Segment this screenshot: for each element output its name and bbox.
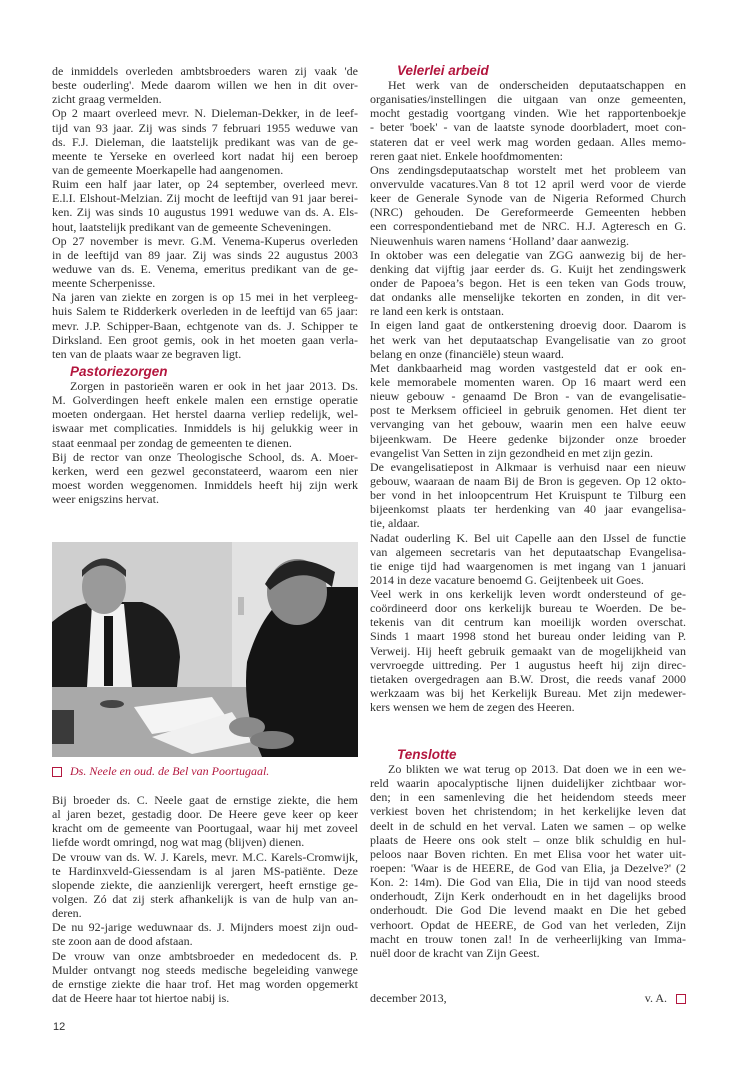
text-line: gebouw, waaraan de naam Bij de Bron is gegeven. Op 12 okto-	[370, 473, 686, 488]
text-line: belang en onze (financiële) steun waard.	[370, 346, 564, 361]
text-line: onvervulde vacatures.Van 8 tot 12 april werd voor de vierde	[370, 176, 686, 191]
heading-tenslotte: Tenslotte	[397, 747, 457, 762]
heading-pastoriezorgen: Pastoriezorgen	[70, 364, 168, 379]
text-line: Kon. 2: 14m). Die God van Elia, Die in tijd van nood steeds	[370, 875, 686, 890]
text-line: de inmiddels overleden ambtsbroeders waren zij vaak 'de	[52, 64, 358, 78]
text-line: bijeenkwam. De Heere gedenke bijzonder onze broeder	[370, 431, 686, 446]
text-line: beste ouderling'. Mede daarom willen we hen in dit over-	[52, 78, 358, 93]
illness-text	[52, 793, 358, 1005]
text-line: Nadat ouderling K. Bel uit Capelle aan den IJssel de functie	[370, 530, 686, 545]
text-line: tekenis van dit centrum kan moeilijk worden overschat.	[370, 615, 686, 630]
text-line: deren.	[52, 906, 82, 921]
text-line: De evangelisatiepost in Alkmaar is verhuisd naar een nieuw	[370, 459, 686, 474]
heading-velerlei-arbeid: Velerlei arbeid	[397, 63, 489, 78]
text-line: ber vond in het inloopcentrum Het Kruispunt te Tilburg een	[370, 488, 686, 503]
text-line: moest worden weggenomen. Inmiddels heeft hij zijn werk	[52, 477, 358, 492]
text-line: (NRC) gehouden. De Gereformeerde Gemeenten hebben	[370, 205, 686, 220]
text-line: stateren dat er veel werk mag worden gedaan. Alles memo-	[370, 134, 686, 149]
text-line: roepen: 'Waar is de HEERE, de God van Elia, ja Dezelve?' (2	[370, 860, 686, 875]
text-line: - beter 'boek' - van de laatste synode doorbladert, moet con-	[370, 120, 686, 135]
text-line: kers wensen we hem de zegen des Heeren.	[370, 700, 575, 715]
page-number: 12	[53, 1021, 66, 1033]
text-line: nieuw gebouw - genaamd De Bron - van de evangelisatie-	[370, 389, 686, 404]
text-line: Veel werk in ons kerkelijk leven wordt ondersteund of ge-	[370, 587, 686, 602]
text-line: macht en trouw tonen zal! In de verheerlijking van Imma-	[370, 931, 686, 946]
text-line: tietaken overgedragen aan B.W. Drost, die reeds vanaf 2000	[370, 671, 686, 686]
text-line: E.l.I. Elshout-Melzian. Zij mocht de leeftijd van 91 jaar berei-	[52, 191, 358, 206]
text-line: De nu 92-jarige weduwnaar ds. J. Mijnders moest zijn oud-	[52, 920, 358, 935]
text-line: Ons zendingsdeputaatschap worstelt met het probleem van	[370, 162, 686, 177]
text-line: nuël door de kracht van Zijn Geest.	[370, 945, 540, 960]
text-line: van algemeen secretaris van het deputaatschap Evangelisa-	[370, 544, 686, 559]
text-line: denking dat vijftig jaar eerder ds. G. Kuijt het zendingswerk	[370, 261, 686, 276]
text-line: van de gemeente Moerkapelle had aangenomen.	[52, 162, 284, 177]
text-line: De vrouw van onze ambtsbroeder en mededocent ds. P.	[52, 948, 358, 963]
text-line: Bij de rector van onze Theologische School, ds. A. Moer-	[52, 449, 358, 464]
text-line: onderhoudt. Die God Die levend maakt en Die het gebed	[370, 903, 686, 918]
text-line: vervanging van het gebouw, waarin men een halve eeuw	[370, 417, 686, 432]
text-line: reld waarin apocalyptische lijnen duidelijker zichtbaar wor-	[370, 776, 686, 791]
text-line: in de leeftijd van 89 jaar. Zij was sinds 22 augustus 2003	[52, 247, 358, 262]
text-line: Mulder ontvangt nog steeds medische begeleiding vanwege	[52, 962, 358, 977]
photo-signing	[52, 542, 358, 757]
text-line: slopende ziekte, die aanzienlijk verergert, heeft ernstige ge-	[52, 877, 358, 892]
text-line: In eigen land gaat de ontkerstening droevig door. Daarom is	[370, 318, 686, 333]
text-line: onderhoudt, Zijn Kerk onderhoudt en in het dagelijks brood	[370, 889, 686, 904]
text-line: 2014 in deze vacature benoemd G. Geijtenbeek uit Goes.	[370, 572, 644, 587]
text-line: Verweij. Hij heeft gebruik gemaakt van de mogelijkheid van	[370, 643, 686, 658]
text-line: kele memorabele momenten waren. Op 16 maart werd een	[370, 374, 686, 389]
text-line: zicht graag vermelden.	[52, 92, 162, 107]
text-line: te Hardinxveld-Giessendam is al jaren MS-patiënte. Deze	[52, 863, 358, 878]
text-line: mevr. J.P. Schipper-Baan, echtgenote van ds. J. Schipper te	[52, 318, 358, 333]
end-square-icon	[676, 994, 686, 1004]
text-line: de ernstige ziekte die haar trof. Het mag worden opgemerkt	[52, 976, 358, 991]
text-line: huis Salem te Ridderkerk overleden in de leeftijd van 65 jaar:	[52, 304, 358, 319]
text-line: vervroegde uittreding. Per 1 augustus heeft hij zijn direc-	[370, 657, 686, 672]
text-line: ds. F.J. Dieleman, die laatstelijk predikant was van de ge-	[52, 134, 358, 149]
tenslotte-text	[370, 762, 686, 960]
text-line: tijd van 93 jaar. Zij was sinds 7 februari 1955 weduwe van	[52, 120, 358, 135]
text-line: Nieuwenhuis waren namens ‘Holland’ daar aanwezig.	[370, 233, 630, 248]
text-line: werkzaam was bij het Kerkelijk Bureau. Met zijn medewer-	[370, 686, 686, 701]
text-line: Het werk van de onderscheiden deputaatschappen en	[388, 78, 686, 92]
text-line: In oktober was een delegatie van ZGG aanwezig bij de her-	[370, 247, 686, 262]
text-line: organisaties/instellingen die uitgaan van onze gemeenten,	[370, 92, 686, 107]
text-line: Op 27 november is mevr. G.M. Venema-Kuperus overleden	[52, 233, 358, 248]
text-line: weduwe van ds. E. Venema, emeritus predikant van de ge-	[52, 261, 358, 276]
text-line: kracht om de gemeente van Poortugaal, waar hij met zoveel	[52, 821, 358, 836]
text-line: dat ondanks alle menselijke tekorten en zonden, in dit ver-	[370, 290, 686, 305]
text-line: keer de Generale Synode van de Nigeria Reformed Church	[370, 191, 686, 206]
text-line: deelt in de schuld en het verval. Laten we samen – op welke	[370, 818, 686, 833]
text-line: den; in een samenleving die het heidendom steeds meer	[370, 790, 686, 805]
obituaries-text	[52, 64, 358, 361]
text-line: meente te Yerseke en overleed kort nadat hij een beroep	[52, 148, 358, 163]
text-line: re land een kerk is ontstaan.	[370, 304, 504, 319]
caption-text: Ds. Neele en oud. de Bel van Poortugaal.	[70, 764, 270, 778]
signoff-author: v. A.	[644, 991, 667, 1005]
text-line: mocht gestadig voortgang vinden. Wie het rapportenboekje	[370, 106, 686, 121]
text-line: dat de Heere haar tot hiertoe nabij is.	[52, 990, 230, 1005]
text-line: Zo blikten we wat terug op 2013. Dat doen we in een we-	[388, 762, 686, 776]
text-line: verkiest boven het christendom; in het kerkelijke leven dat	[370, 804, 686, 819]
text-line: evangelist Van Setten in zijn gezondheid en met zijn gezin.	[370, 445, 654, 460]
text-line: peloos naar Boven richten. En met Elisa voor het water uit-	[370, 846, 686, 861]
text-line: M. Golverdingen heeft enkele malen een ernstige operatie	[52, 393, 358, 408]
signoff-date: december 2013,	[370, 991, 447, 1005]
text-line: ten van de plaats waar ze begraven ligt.	[52, 346, 242, 361]
text-line: meente Scherpenisse.	[52, 276, 156, 291]
square-bullet-icon	[52, 767, 62, 777]
text-line: liefde wordt omringd, nog wat mag (blijven) dienen.	[52, 835, 305, 850]
text-line: volgen. Zó dat zij sterk afhankelijk is van de hulp van an-	[52, 891, 358, 906]
text-line: bijeenkomst plaats ter herdenking van 40 jaar evangelisa-	[370, 502, 686, 517]
text-line: ken. Zij was sinds 10 augustus 1991 weduwe van ds. A. Els-	[52, 205, 358, 220]
text-line: Bij broeder ds. C. Neele gaat de ernstige ziekte, die hem	[52, 793, 358, 807]
text-line: Sinds 1 maart 1998 stond het bureau onder leiding van P.	[370, 629, 686, 644]
text-line: iswaar met complicaties. Inmiddels is hij gelukkig weer in	[52, 421, 358, 436]
text-line: weer enigszins hervat.	[52, 492, 159, 507]
photo-caption	[52, 764, 269, 779]
text-line: onder de Papoea’s begon. Het is een teken van Gods trouw,	[370, 275, 686, 290]
text-line: reren gaat niet. Enkele hoofdmomenten:	[370, 148, 563, 163]
signoff	[370, 991, 686, 1006]
text-line: tie, aldaar.	[370, 516, 420, 531]
text-line: Zorgen in pastorieën waren er ook in het jaar 2013. Ds.	[70, 379, 358, 393]
text-line: moeten ondergaan. Het herstel daarna verliep redelijk, wel-	[52, 407, 358, 422]
text-line: post te Merksem officieel in gebruik genomen. Het dient ter	[370, 403, 686, 418]
text-line: Met dankbaarheid mag worden vastgesteld dat er ook en-	[370, 360, 686, 375]
text-line: staat eenmaal per zondag de gemeenten te dienen.	[52, 435, 292, 450]
text-line: hout, laatstelijk predikant van de gemeente Scheveningen.	[52, 219, 332, 234]
text-line: ste zoon aan de dood afstaan.	[52, 934, 193, 949]
text-line: Dirksland. Een groot gemis, ook in het moeten gaan verla-	[52, 332, 358, 347]
velerlei-arbeid-text	[370, 78, 686, 714]
text-line: een correspondentieband met de NRC. H.J. Agteresch en G.	[370, 219, 686, 234]
text-line: kerken, werd een gezwel geconstateerd, waarom een nier	[52, 463, 358, 478]
text-line: al jaren bezet, gestadig door. De Heere geve keer op keer	[52, 807, 358, 822]
text-line: Op 2 maart overleed mevr. N. Dieleman-Dekker, in de leef-	[52, 106, 358, 121]
text-line: De vrouw van ds. W. J. Karels, mevr. M.C. Karels-Cromwijk,	[52, 849, 358, 864]
text-line: coördineerd door ons kerkelijk bureau te Woerden. De be-	[370, 601, 686, 616]
text-line: verhoort. Opdat de HEERE, de God van het verleden, Zijn	[370, 917, 686, 932]
pastoriezorgen-text	[52, 379, 358, 506]
text-line: Ruim een half jaar later, op 24 september, overleed mevr.	[52, 177, 358, 192]
text-line: het werk van het deputaatschap Evangelisatie van zo groot	[370, 332, 686, 347]
text-line: plaats de Heere ons ook stelt – onze blik schuldig en hul-	[370, 832, 686, 847]
text-line: tie enige tijd had waargenomen is met ingang van 1 januari	[370, 558, 686, 573]
text-line: Na jaren van ziekte en zorgen is op 15 mei in het verpleeg-	[52, 290, 358, 305]
